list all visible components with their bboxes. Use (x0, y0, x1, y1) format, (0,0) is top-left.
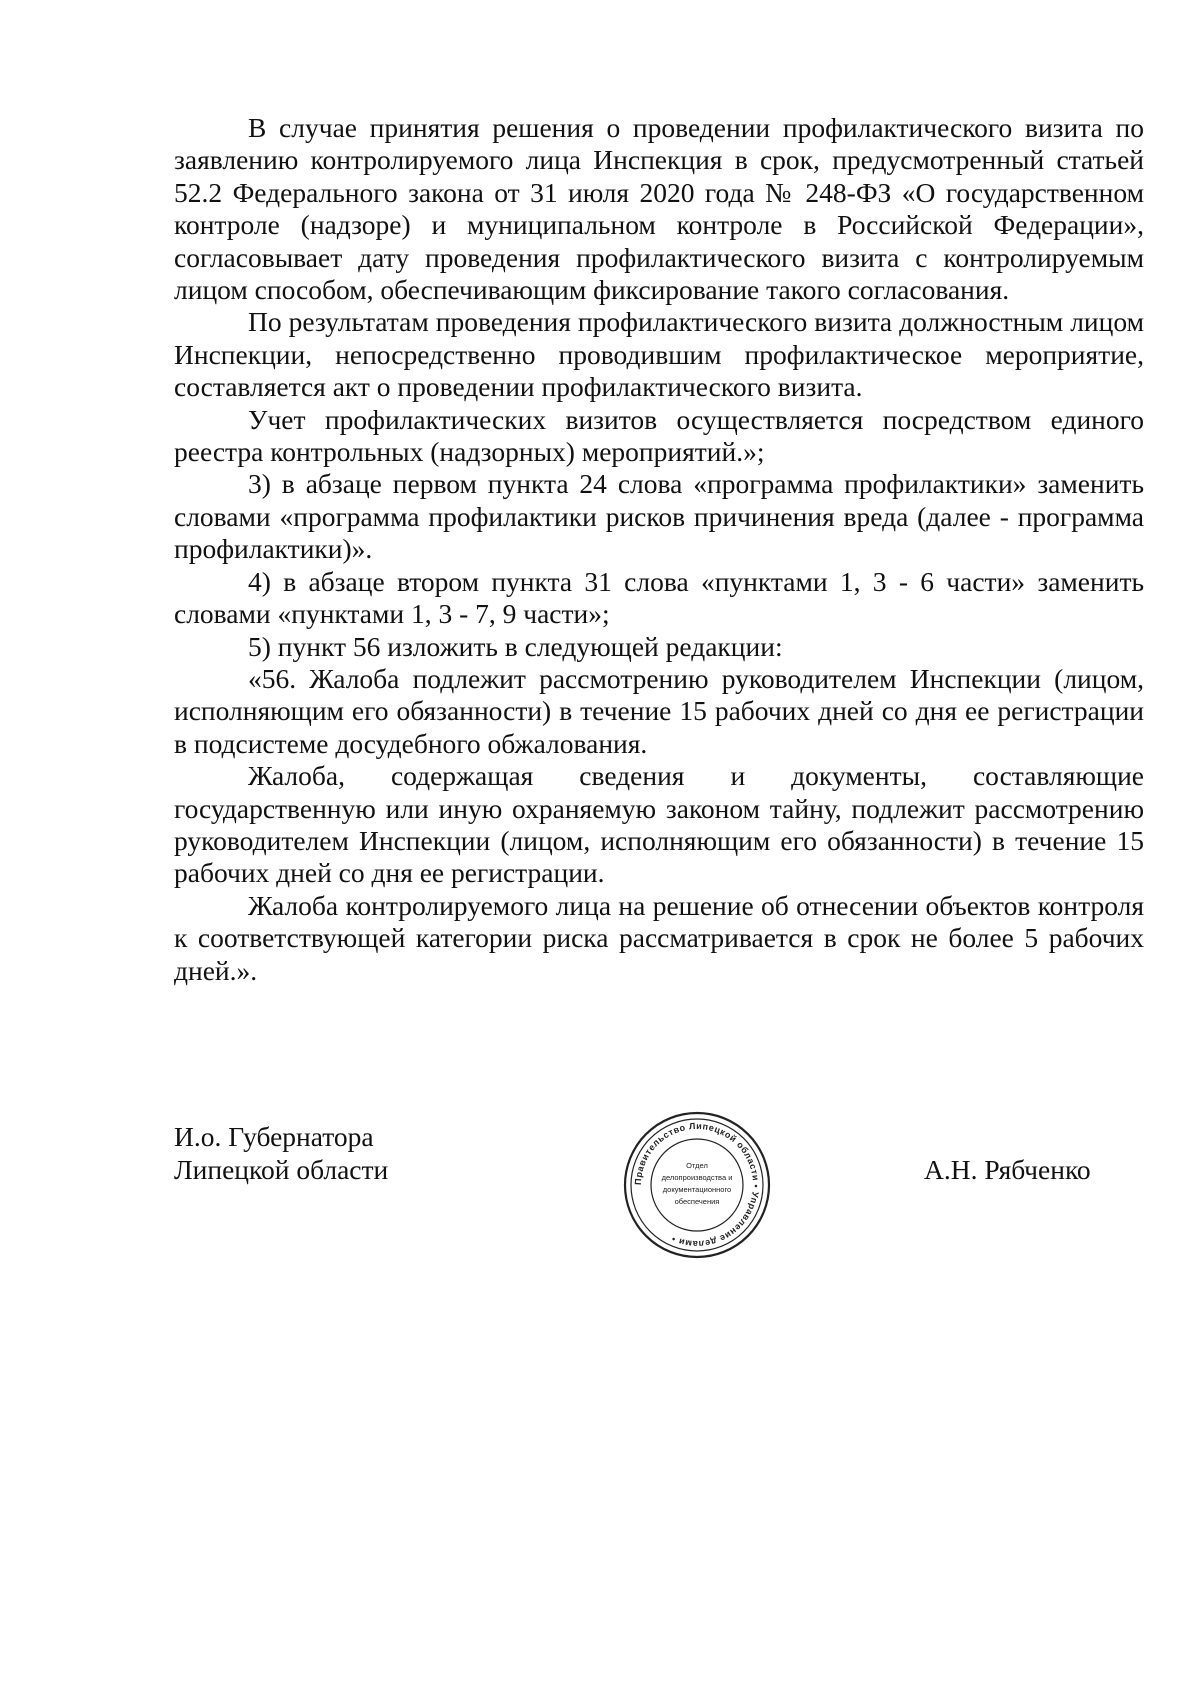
signer-title (174, 1120, 388, 1186)
stamp-center-line2: делопроизводства и (661, 1173, 733, 1182)
paragraph-item-5: 5) пункт 56 изложить в следующей редакции: (248, 630, 783, 662)
paragraph-visit-agreement: В случае принятия решения о проведении профилактического визита по заявлению контролируемого лица Инспекция в срок, предусмотренный статьей 52.2 Федерального закона от 31 июля 2020 года № 248-ФЗ «О государственном контроле (надзоре) и муниципальном контроле в Российской Федерации», согласовывает дату проведения профилактического визита с контролируемым лицом способом, обеспечивающим фиксирование такого согласования. (174, 112, 1144, 306)
paragraph-visit-act: По результатам проведения профилактического визита должностным лицом Инспекции, непосредственно проводившим профилактическое мероприятие, составляется акт о проведении профилактического визита. (174, 306, 1144, 403)
signer-title-line1: И.о. Губернатора (174, 1121, 374, 1152)
signer-title-line2: Липецкой области (174, 1154, 389, 1185)
stamp-center-line4: обеспечения (674, 1197, 720, 1206)
paragraph-item-4: 4) в абзаце втором пункта 31 слова «пунктами 1, 3 - 6 части» заменить словами «пунктами 1, 3 - 7, 9 части»; (174, 565, 1144, 630)
signature-block (174, 1120, 1144, 1270)
stamp-center-line1: Отдел (686, 1161, 708, 1170)
paragraph-visit-registry: Учет профилактических визитов осуществляется посредством единого реестра контрольных (надзорных) мероприятий.»; (174, 403, 1144, 468)
paragraph-risk-complaint: Жалоба контролируемого лица на решение об отнесении объектов контроля к соответствующей категории риска рассматривается в срок не более 5 рабочих дней.». (174, 889, 1144, 986)
document-body (174, 112, 1144, 987)
signer-name: А.Н. Рябченко (924, 1154, 1091, 1185)
official-stamp (622, 1110, 772, 1260)
stamp-ring-textpath: Правительство Липецкой области • Управление делами • (632, 1120, 762, 1250)
paragraph-clause-56: «56. Жалоба подлежит рассмотрению руководителем Инспекции (лицом, исполняющим его обязанности) в течение 15 рабочих дней со дня ее регистрации в подсистеме досудебного обжалования. (174, 662, 1144, 759)
paragraph-item-3: 3) в абзаце первом пункта 24 слова «программа профилактики» заменить словами «программа профилактики рисков причинения вреда (далее - программа профилактики)». (174, 468, 1144, 565)
paragraph-secret-complaint: Жалоба, содержащая сведения и документы, составляющие государственную или иную охраняемую законом тайну, подлежит рассмотрению руководителем Инспекции (лицом, исполняющим его обязанности) в течение 15 рабочих дней со дня ее регистрации. (174, 760, 1144, 889)
stamp-center-line3: документационного (662, 1185, 732, 1194)
